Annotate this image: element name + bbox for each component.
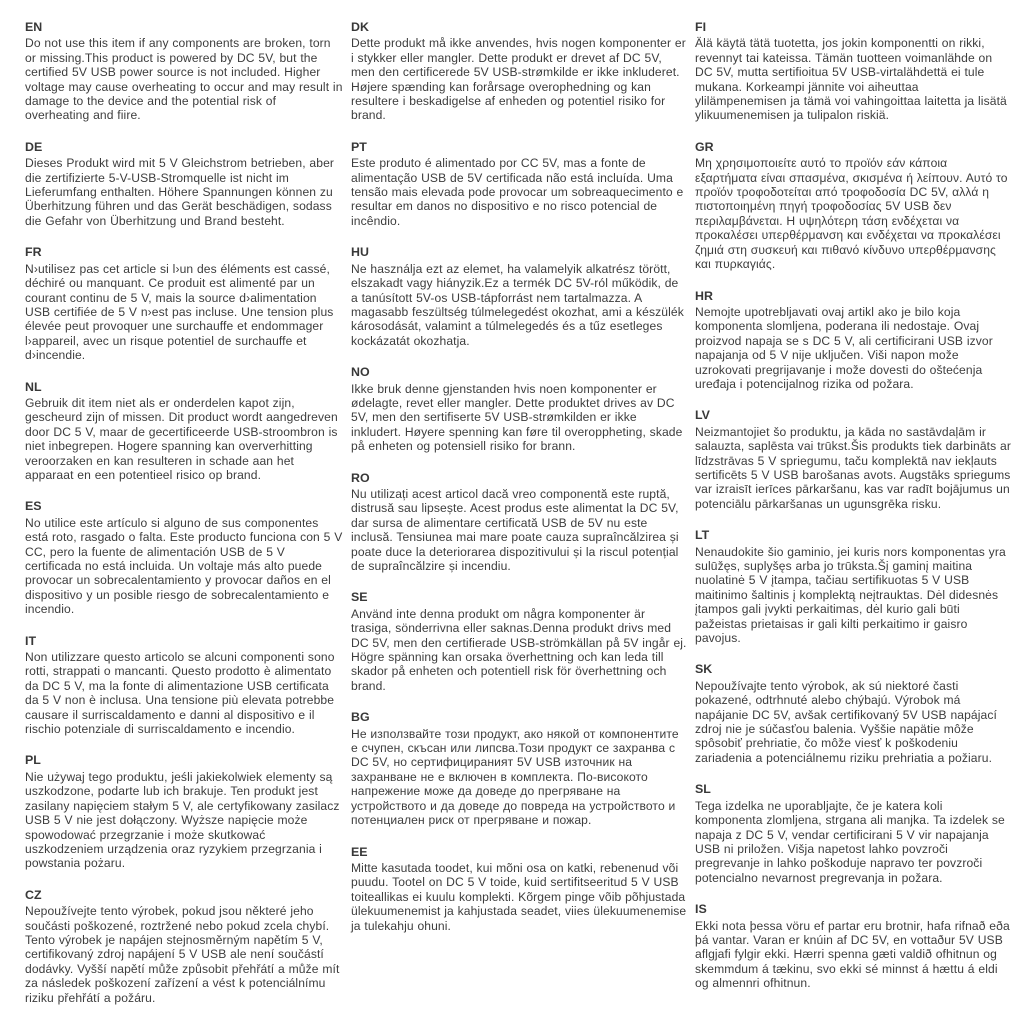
lang-text-nl: Gebruik dit item niet als er onderdelen kapot zijn, gescheurd zijn of missen. Dit product wordt aangedreven door DC 5 V, maar de gecertificeerde USB-stroombron is niet inbegrepen. Hogere spanning kan oververhitting veroorzaken en kan resulteren in schade aan het apparaat en een potentieel risico op brand.	[25, 395, 338, 482]
column-2	[351, 20, 687, 1022]
lang-text-no: Ikke bruk denne gjenstanden hvis noen komponenter er ødelagte, revet eller mangler. Dette produktet drives av DC 5V, men den sertifiserte 5V USB-strømkilden er ikke inkludert. Høyere spenning kan føre til overoppheting, skade på enheten og potensiell risiko for brann.	[351, 381, 683, 454]
lang-text-ee: Mitte kasutada toodet, kui mõni osa on katki, rebenenud või puudu. Tootel on DC 5 V toide, kuid sertifitseeritud 5 V USB toiteallikas ei kuulu komplekti. Kõrgem pinge võib põhjustada ülekuumenemist ja kahjustada seadet, viies ülekuumenemise ja tulekahju ohuni.	[351, 860, 687, 933]
section-ee	[351, 845, 687, 933]
lang-text-fi: Älä käytä tätä tuotetta, jos jokin komponentti on rikki, revennyt tai kateissa. Tämän tuotteen voimanlähde on DC 5V, mutta sertifioitua 5V USB-virtalähdettä ei tule mukana. Korkeampi jännite voi aiheuttaa ylilämpenemisen ja tämä voi vahingoittaa laitetta ja lisätä ylikuumenemisen ja tulipalon riskiä.	[695, 36, 1007, 123]
section-no	[351, 365, 687, 453]
lang-code-fi: FI	[695, 20, 707, 34]
lang-code-no: NO	[351, 365, 370, 380]
lang-code-es: ES	[25, 499, 42, 514]
lang-code-pt: PT	[351, 139, 367, 154]
column-1	[25, 20, 343, 1022]
lang-code-de: DE	[25, 139, 43, 154]
lang-code-lv: LV	[695, 408, 710, 423]
lang-text-de: Dieses Produkt wird mit 5 V Gleichstrom betrieben, aber die zertifizierte 5-V-USB-Stromquelle ist nicht im Lieferumfang enthalten. Höhere Spannungen können zu Überhitzung führen und das Gerät beschädigen, sodass die Gefahr von Überhitzung und Brand besteht.	[25, 156, 335, 228]
section-pt	[351, 140, 687, 228]
lang-text-sk: Nepoužívajte tento výrobok, ak sú niektoré časti pokazené, odtrhnuté alebo chýbajú. Výrobok má napájanie DC 5V, avšak certifikovaný 5V USB napájací zdroj nie je súčasťou balenia. Vyššie napätie môže spôsobiť prehriatie, čo môže viesť k poškodeniu zariadenia a potenciálnemu riziku prehriatia a požiaru.	[695, 678, 997, 765]
lang-text-se: Använd inte denna produkt om några komponenter är trasiga, sönderrivna eller saknas.Denna produkt drivs med DC 5V, men den certifierade USB-strömkällan på 5V ingår ej. Högre spänning kan orsaka överhettning och kan leda till skador på enheten och potentiell risk för överhettning och brand.	[351, 606, 687, 693]
lang-text-gr: Μη χρησιμοποιείτε αυτό το προϊόν εάν κάποια εξαρτήματα είναι σπασμένα, σκισμένα ή λείπουν. Αυτό το προϊόν τροφοδοτείται από τροφοδοσία DC 5V, αλλά η πιστοποιημένη πηγή τροφοδοσίας 5V USB δεν περιλαμβάνεται. Η υψηλότερη τάση ενδέχεται να προκαλέσει υπερθέρμανση και ενδέχεται να προκαλέσει ζημιά στη συσκευή και πιθανό κίνδυνο υπερθέρμανσης και πυρκαγιάς.	[695, 156, 1008, 272]
section-fi	[695, 20, 1013, 123]
section-pl	[25, 753, 343, 870]
lang-code-nl: NL	[25, 379, 42, 394]
column-3	[695, 20, 1013, 1022]
section-sk	[695, 662, 1013, 765]
lang-text-lt: Nenaudokite šio gaminio, jei kuris nors komponentas yra sulūžęs, suplyšęs arba jo trūksta.Šį gaminį maitina nuolatinė 5 V įtampa, tačiau sertifikuotas 5 V USB maitinimo šaltinis į komplektą neįtrauktas. Dėl didesnės įtampos gali įvykti perkaitimas, dėl kurio gali būti pažeistas prietaisas ir gali kilti perkaitimo ir gaisro pavojus.	[695, 544, 1006, 646]
lang-code-ee: EE	[351, 844, 368, 859]
lang-text-ro: Nu utilizați acest articol dacă vreo componentă este ruptă, distrusă sau lipsește. Acest produs este alimentat la DC 5V, dar sursa de alimentare certificată USB de 5V nu este inclusă. Tensiunea mai mare poate cauza supraîncălzirea și poate duce la deteriorarea dispozitivului și la riscul potențial de supraîncălzire și incendiu.	[351, 486, 679, 573]
lang-code-hr: HR	[695, 288, 713, 303]
lang-code-lt: LT	[695, 528, 710, 543]
lang-code-hu: HU	[351, 245, 369, 260]
lang-text-hr: Nemojte upotrebljavati ovaj artikl ako je bilo koja komponenta slomljena, poderana ili nedostaje. Ovaj proizvod napaja se s DC 5 V, ali certificirani USB izvor napajanja od 5 V nije uključen. Viši napon može uzrokovati pregrijavanje i može dovesti do oštećenja uređaja i potencijalnog rizika od požara.	[695, 304, 993, 391]
section-sl	[695, 782, 1013, 885]
section-lv	[695, 408, 1013, 511]
section-se	[351, 590, 687, 693]
section-fr	[25, 245, 343, 362]
lang-code-sk: SK	[695, 662, 713, 677]
lang-code-en: EN	[25, 20, 43, 34]
lang-code-se: SE	[351, 590, 368, 605]
lang-text-bg: Не използвайте този продукт, ако някой от компонентите е счупен, скъсан или липсва.Този продукт се захранва с DC 5V, но сертифицираният 5V USB източник на захранване не е включен в комплекта. По-високото напрежение може да доведе до прегряване на устройството и да доведе до повреда на устройството и потенциален риск от прегряване и пожар.	[351, 726, 679, 828]
lang-text-en: Do not use this item if any components are broken, torn or missing.This product is powered by DC 5V, but the certified 5V USB power source is not included. Higher voltage may cause overheating to occur and may result in damage to the device and the potential risk of overheating and fiire.	[25, 36, 343, 123]
section-ro	[351, 471, 687, 574]
lang-text-it: Non utilizzare questo articolo se alcuni componenti sono rotti, strappati o mancanti. Questo prodotto è alimentato da DC 5 V, ma la fonte di alimentazione USB certificata da 5 V non è inclusa. Una tensione più elevata potrebbe causare il surriscaldamento e danni al dispositivo e il rischio potenziale di surriscaldamento e incendio.	[25, 650, 335, 737]
section-it	[25, 634, 343, 737]
section-es	[25, 499, 343, 616]
lang-code-is: IS	[695, 902, 707, 917]
lang-text-es: No utilice este artículo si alguno de sus componentes está roto, rasgado o falta. Este producto funciona con 5 V CC, pero la fuente de alimentación USB de 5 V certificada no está incluida. Un voltaje más alto puede provocar un sobrecalentamiento y provocar daños en el dispositivo y un posible riesgo de sobrecalentamiento e incendio.	[25, 515, 343, 617]
lang-text-hu: Ne használja ezt az elemet, ha valamelyik alkatrész törött, elszakadt vagy hiányzik.Ez a termék DC 5V-ról működik, de a tanúsított 5V-os USB-tápforrást nem tartalmazza. A magasabb feszültség túlmelegedést okozhat, ami a készülék károsodását, valamint a túlmelegedés és a tűz esetleges kockázatát okozhatja.	[351, 261, 684, 348]
lang-code-bg: BG	[351, 710, 370, 725]
section-gr	[695, 140, 1013, 272]
lang-text-cz: Nepoužívejte tento výrobek, pokud jsou některé jeho součásti poškozené, roztržené nebo pokud zcela chybí. Tento výrobek je napájen stejnosměrným napětím 5 V, certifikovaný zdroj napájení 5 V USB ale není součástí dodávky. Vyšší napětí může způsobit přehřátí a může mít za následek poškození zařízení a vést k potenciálnímu riziku přehřátí a požáru.	[25, 904, 340, 1005]
lang-code-dk: DK	[351, 20, 369, 34]
lang-text-lv: Neizmantojiet šo produktu, ja kāda no sastāvdaļām ir salauzta, saplēsta vai trūkst.Šis produkts tiek darbināts ar līdzstrāvas 5 V spriegumu, taču komplektā nav iekļauts sertificēts 5 V USB barošanas avots. Augstāks spriegums var izraisīt ierīces pārkaršanu, kas var radīt bojājumus un potenciālu pārkaršanas un ugunsgrēka risku.	[695, 424, 1011, 511]
section-is	[695, 902, 1013, 990]
section-de	[25, 140, 343, 228]
section-hu	[351, 245, 687, 348]
lang-code-ro: RO	[351, 470, 370, 485]
lang-text-pt: Este produto é alimentado por CC 5V, mas a fonte de alimentação USB de 5V certificada não está incluída. Uma tensão mais elevada pode provocar um sobreaquecimento e resultar em danos no dispositivo e no risco potencial de incêndio.	[351, 156, 684, 228]
section-hr	[695, 289, 1013, 392]
lang-text-fr: N›utilisez pas cet article si l›un des éléments est cassé, déchiré ou manquant. Ce produit est alimenté par un courant continu de 5 V, mais la source d›alimentation USB certifiée de 5 V n›est pas incluse. Une tension plus élevée peut provoquer une surchauffe et endommager l›appareil, avec un risque potentiel de surchauffe et d›incendie.	[25, 261, 334, 363]
lang-text-dk: Dette produkt må ikke anvendes, hvis nogen komponenter er i stykker eller mangler. Dette produkt er drevet af DC 5V, men den certificerede 5V USB-strømkilde er ikke inkluderet. Højere spænding kan forårsage overophedning og kan resultere i beskadigelse af enheden og potentiel risiko for brand.	[351, 36, 686, 123]
section-dk	[351, 20, 687, 123]
section-lt	[695, 528, 1013, 645]
lang-text-pl: Nie używaj tego produktu, jeśli jakiekolwiek elementy są uszkodzone, podarte lub ich brakuje. Ten produkt jest zasilany napięciem stałym 5 V, ale certyfikowany zasilacz USB 5 V nie jest dołączony. Wyższe napięcie może spowodować przegrzanie i może skutkować uszkodzeniem urządzenia oraz ryzykiem przegrzania i powstania pożaru.	[25, 769, 340, 871]
section-bg	[351, 710, 687, 827]
lang-code-it: IT	[25, 633, 37, 648]
lang-code-gr: GR	[695, 139, 714, 154]
lang-text-sl: Tega izdelka ne uporabljajte, če je katera koli komponenta zlomljena, strgana ali manjka. Ta izdelek se napaja z DC 5 V, vendar certificirani 5 V vir napajanja USB ni priložen. Višja napetost lahko povzroči pregrevanje in lahko poškoduje napravo ter povzroči potencialno nevarnost pregrevanja in požara.	[695, 798, 1005, 885]
section-cz	[25, 888, 343, 1005]
section-nl	[25, 380, 343, 483]
lang-code-cz: CZ	[25, 887, 42, 902]
lang-text-is: Ekki nota þessa vöru ef partar eru brotnir, hafa rifnað eða þá vantar. Varan er knúin af DC 5V, en vottaður 5V USB aflgjafi fylgir ekki. Hærri spenna gæti valdið ofhitnun og skemmdum á tækinu, svo ekki sé minnst á hættu á eldi og almennri ofhitnun.	[695, 918, 1010, 991]
lang-code-sl: SL	[695, 782, 711, 797]
lang-code-fr: FR	[25, 245, 42, 260]
lang-code-pl: PL	[25, 753, 41, 768]
section-en	[25, 20, 343, 123]
